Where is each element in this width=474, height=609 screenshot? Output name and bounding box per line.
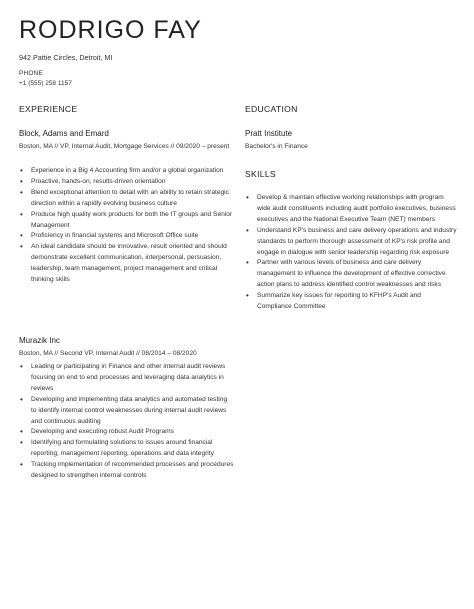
list-item: • Developing and implementing data analytics and automated testing to identify internal control weaknesses during internal audit reviews and continuous auditing [19, 395, 234, 428]
candidate-name: RODRIGO FAY [19, 16, 202, 44]
phone-number: +1 (555) 258 1157 [19, 80, 72, 87]
list-item: • Leading or participating in Finance and other internal audit reviews focusing on end to end processes and leveraging data analytics in reviews [19, 362, 234, 395]
job-company: Block, Adams and Emard [19, 129, 109, 138]
job-meta: Boston, MA // Second VP, Internal Audit // 08/2014 – 08/2020 [19, 350, 197, 357]
list-item: • Proactive, hands-on, results-driven orientation [19, 177, 234, 188]
list-item: • Developing and executing robust Audit Programs [19, 427, 234, 438]
list-item: • Experience in a Big 4 Accounting firm and/or a global organization [19, 166, 234, 177]
list-item: • Tracking implementation of recommended processes and procedures designed to strengthen internal controls [19, 460, 234, 482]
list-item: • Produce high quality work products for both the IT groups and Senior Management [19, 210, 234, 232]
education-heading: EDUCATION [245, 104, 298, 114]
list-item: • An ideal candidate should be innovative, result oriented and should demonstrate excellent communication, interpersonal, persuasion, leadership, team management, project management and critical thinking skills [19, 242, 234, 286]
degree: Bachelor's in Finance [245, 143, 308, 150]
experience-heading: EXPERIENCE [19, 104, 78, 114]
job-bullets [19, 362, 234, 482]
phone-label: PHONE [19, 70, 44, 77]
job-meta: Boston, MA // VP, Internal Audit, Mortgage Services // 09/2020 – present [19, 143, 230, 150]
list-item: • Summarize key issues for reporting to KFHP's Audit and Compliance Committee [245, 291, 457, 313]
school-name: Pratt Institute [245, 129, 293, 138]
list-item: • Partner with various levels of business and care delivery management to influence the development of effective corrective action plans to address identified control weaknesses and risks [245, 258, 457, 291]
list-item: • Develop & maintain effective working relationships with program wide audit constituents including audit portfolio executives, business executives and the National Executive Team (NET) members [245, 193, 457, 226]
list-item: • Proficiency in financial systems and Microsoft Office suite [19, 231, 234, 242]
skills-list [245, 193, 457, 313]
list-item: • Identifying and formulating solutions to issues around financial reporting, management reporting, operations and data integrity [19, 438, 234, 460]
job-bullets [19, 166, 234, 286]
job-company: Murazik Inc [19, 336, 60, 345]
list-item: • Understand KP's business and care delivery operations and industry standards to perform thorough assessment of KP's risk profile and engage in dialogue with senior leadership regarding risk exposure [245, 226, 457, 259]
list-item: • Blend exceptional attention to detail with an ability to retain strategic direction within a rapidly evolving business culture [19, 188, 234, 210]
skills-heading: SKILLS [245, 169, 276, 179]
address: 942 Pattie Circles, Detroit, MI [19, 53, 113, 62]
